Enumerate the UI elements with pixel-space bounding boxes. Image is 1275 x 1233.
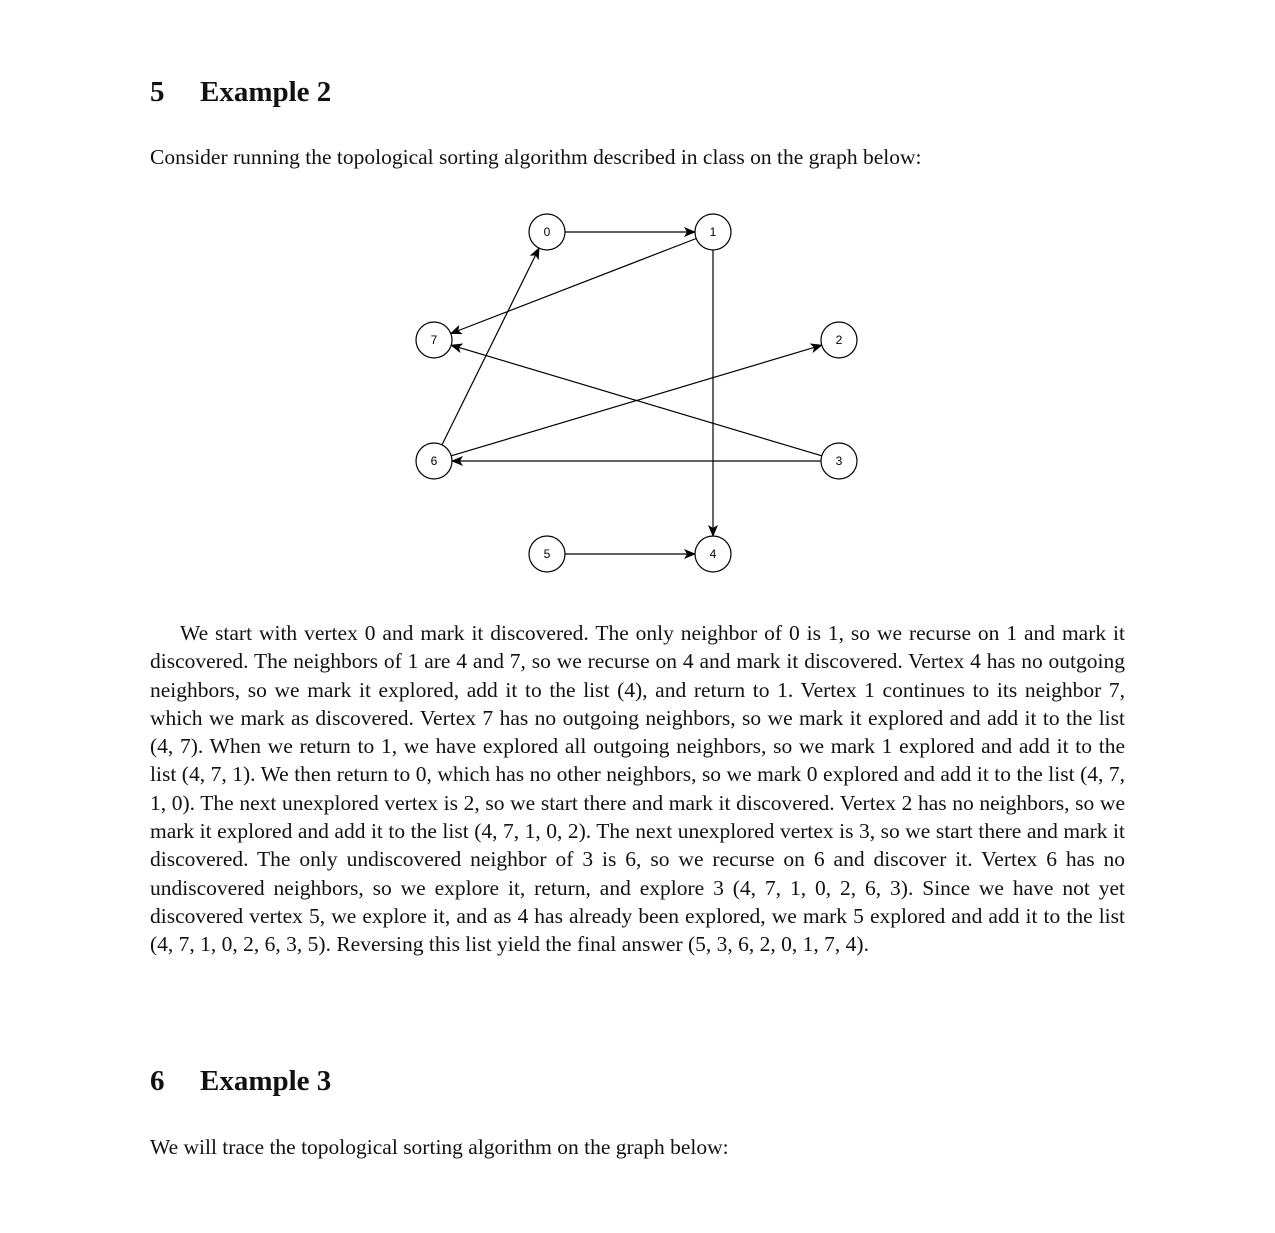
node-label: 6 [430, 454, 438, 468]
explanation-paragraph: We start with vertex 0 and mark it discovered. The only neighbor of 0 is 1, so we recurse on 1 and mark it discovered. The neighbors of 1 are 4 and 7, so we recurse on 4 and mark it discovered. Vertex 4 has no outgoing neighbors, so we mark it explored, add it to the list (4), and return to 1. Vertex 1 continues to its neighbor 7, which we mark as discovered. Vertex 7 has no outgoing neighbors, so we mark it explored and add it to the list (4, 7). When we return to 1, we have explored all outgoing neighbors, so we mark 1 explored and add it to the list (4, 7, 1). We then return to 0, which has no other neighbors, so we mark 0 explored and add it to the list (4, 7, 1, 0). The next unexplored vertex is 2, so we start there and mark it discovered. Vertex 2 has no neighbors, so we mark it explored and add it to the list (4, 7, 1, 0, 2). The next unexplored vertex is 3, so we start there and mark it discovered. The only undiscovered neighbor of 3 is 6, so we recurse on 6 and discover it. Vertex 6 has no undiscovered neighbors, so we explore it, return, and explore 3 (4, 7, 1, 0, 2, 6, 3). Since we have not yet discovered vertex 5, we explore it, and as 4 has already been explored, we mark 5 explored and add it to the list (4, 7, 1, 0, 2, 6, 3, 5). Reversing this list yield the final answer (5, 3, 6, 2, 0, 1, 7, 4). [150, 621, 1125, 957]
graph-node-1 [695, 214, 731, 250]
directed-graph-figure [0, 0, 1275, 600]
graph-node-5 [529, 536, 565, 572]
node-label: 4 [709, 547, 717, 561]
intro-paragraph: Consider running the topological sorting algorithm described in class on the graph below: [150, 145, 922, 169]
section-number: 6 [150, 1065, 165, 1097]
graph-node-6 [416, 443, 452, 479]
node-label: 3 [835, 454, 843, 468]
section-number: 5 [150, 76, 165, 108]
node-label: 0 [543, 225, 551, 239]
section-title: Example 2 [200, 76, 332, 108]
node-label: 7 [430, 333, 438, 347]
node-label: 1 [709, 225, 717, 239]
node-label: 2 [835, 333, 843, 347]
node-label: 5 [543, 547, 551, 561]
edge-1-to-7 [451, 238, 696, 333]
graph-node-2 [821, 322, 857, 358]
intro-paragraph-2: We will trace the topological sorting algorithm on the graph below: [150, 1135, 729, 1159]
graph-node-7 [416, 322, 452, 358]
section-title: Example 3 [200, 1065, 332, 1097]
graph-node-4 [695, 536, 731, 572]
graph-node-3 [821, 443, 857, 479]
graph-node-0 [529, 214, 565, 250]
section-heading-6 [150, 1065, 331, 1098]
